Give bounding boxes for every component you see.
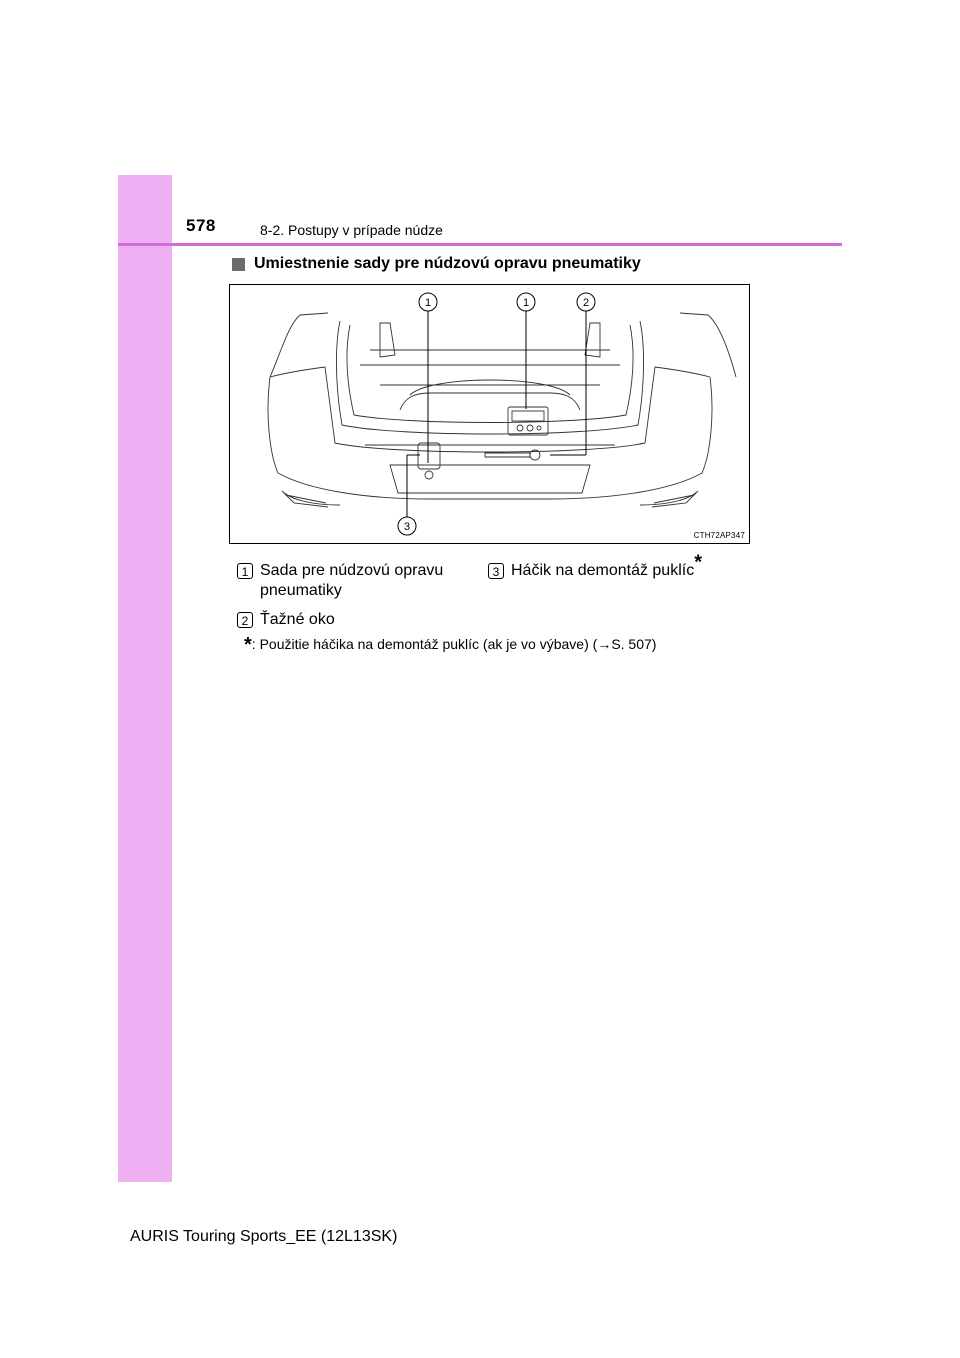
callout-label-1b: 1 [522, 297, 530, 309]
callout-label-1a: 1 [424, 297, 432, 309]
callout-label-3: 3 [403, 521, 411, 533]
legend-item-3 [511, 551, 702, 581]
legend-item-2-text: Ťažné oko [260, 611, 335, 628]
legend-number-2: 2 [237, 612, 253, 628]
legend-item-1 [260, 561, 443, 601]
legend-item-1-line1: Sada pre núdzovú opravu [260, 562, 444, 579]
legend-number-1: 1 [237, 563, 253, 579]
callout-label-2: 2 [582, 297, 590, 309]
car-trunk-drawing [230, 285, 749, 543]
header-divider [118, 243, 842, 246]
square-bullet-icon [232, 258, 245, 271]
document-footer: AURIS Touring Sports_EE (12L13SK) [130, 1228, 398, 1245]
trunk-illustration [229, 284, 750, 544]
footnote-asterisk: * [694, 551, 702, 574]
legend-item-3-text: Háčik na demontáž puklíc [511, 562, 695, 579]
section-title: 8-2. Postupy v prípade núdze [260, 222, 443, 238]
legend-item-2 [260, 610, 335, 630]
footnote-text: : Použitie háčika na demontáž puklíc (ak je vo výbave) ( [251, 636, 598, 652]
footnote-page-ref[interactable]: S. 507) [611, 636, 657, 652]
legend-item-1-line2: pneumatiky [260, 582, 342, 599]
footnote-marker: * [244, 634, 252, 656]
subsection-heading [232, 255, 641, 273]
figure-code: CTH72AP347 [693, 531, 745, 540]
footnote [244, 634, 656, 657]
subsection-heading-text: Umiestnenie sady pre núdzovú opravu pneumatiky [254, 255, 641, 272]
arrow-icon: → [597, 636, 612, 652]
page-number: 578 [186, 216, 216, 235]
chapter-sidebar-tab [118, 175, 172, 1182]
legend-number-3: 3 [488, 563, 504, 579]
